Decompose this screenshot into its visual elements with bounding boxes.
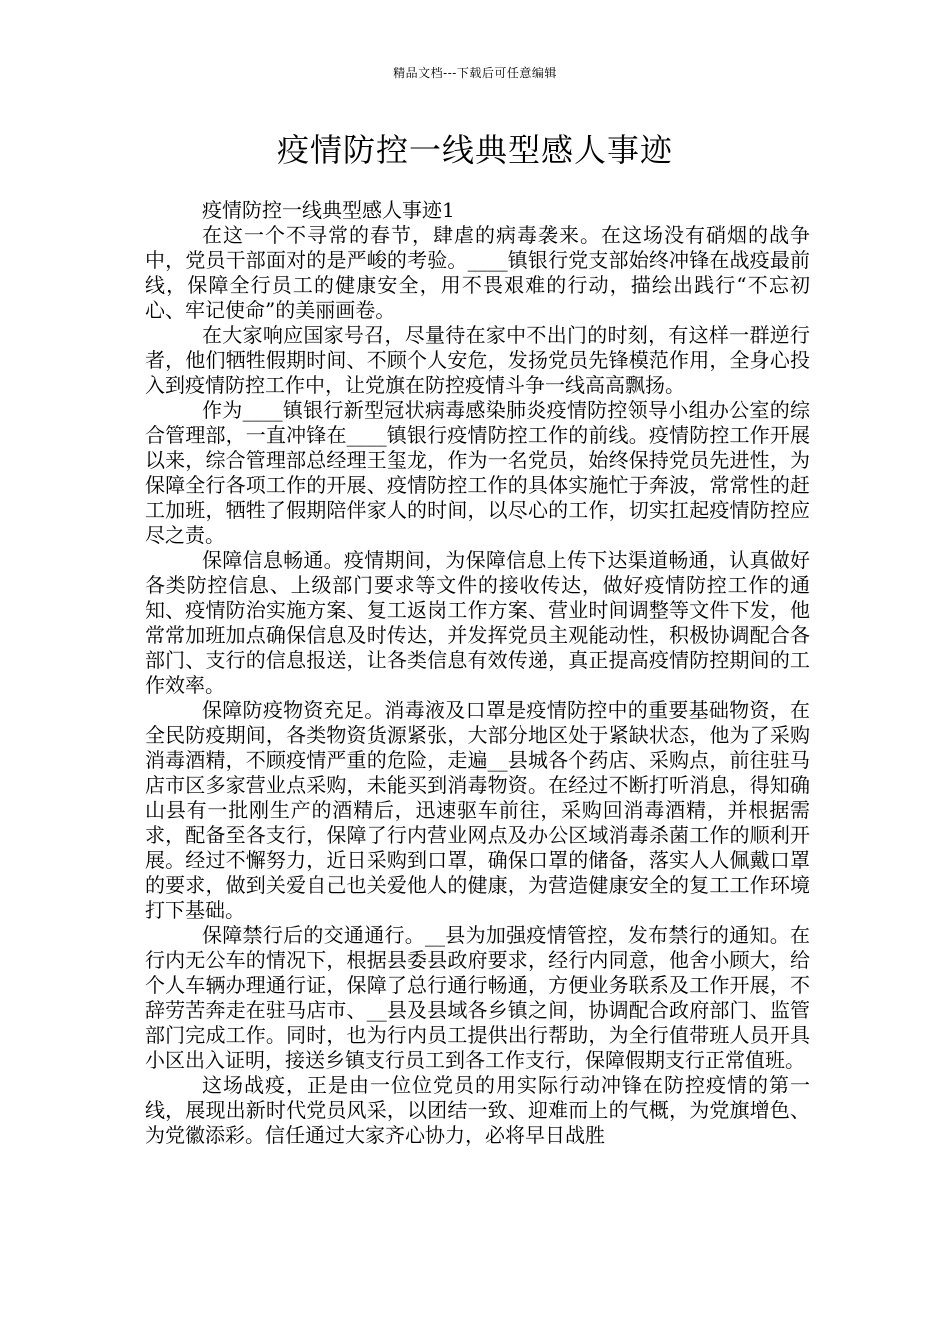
paragraph-7: 这场战疫，正是由一位位党员的用实际行动冲锋在防控疫情的第一线，展现出新时代党员风采，以团结一致、迎难而上的气概，为党旗增色、为党徽添彩。信任通过大家齐心协力，必将早日战胜	[145, 1073, 810, 1147]
paragraph-6: 保障禁行后的交通通行。__县为加强疫情管控，发布禁行的通知。在行内无公车的情况下，根据县委县政府要求，经行内同意，他舍小顾大，给个人车辆办理通行证，保障了总行通行畅通，方便业务联系及工作开展，不辞劳苦奔走在驻马店市、__县及县域各乡镇之间，协调配合政府部门、监管部门完成工作。同时，也为行内员工提供出行帮助，为全行值带班人员开具小区出入证明，接送乡镇支行员工到各工作支行，保障假期支行正常值班。	[145, 923, 810, 1072]
document-title: 疫情防控一线典型感人事迹	[276, 131, 673, 169]
document-subtitle: 疫情防控一线典型感人事迹1	[202, 198, 455, 222]
document-body	[145, 198, 810, 1148]
paragraph-5: 保障防疫物资充足。消毒液及口罩是疫情防控中的重要基础物资，在全民防疫期间，各类物资货源紧张，大部分地区处于紧缺状态，他为了采购消毒酒精，不顾疫情严重的危险，走遍__县城各个药店、采购点，前往驻马店市区多家营业点采购，未能买到消毒物资。在经过不断打听消息，得知确山县有一批刚生产的酒精后，迅速驱车前往，采购回消毒酒精，并根据需求，配备至各支行，保障了行内营业网点及办公区域消毒杀菌工作的顺利开展。经过不懈努力，近日采购到口罩，确保口罩的储备，落实人人佩戴口罩的要求，做到关爱自己也关爱他人的健康，为营造健康安全的复工工作环境打下基础。	[145, 698, 810, 922]
paragraph-2: 在大家响应国家号召，尽量待在家中不出门的时刻，有这样一群逆行者，他们牺牲假期时间、不顾个人安危，发扬党员先锋模范作用，全身心投入到疫情防控工作中，让党旗在防控疫情斗争一线高高飘扬。	[145, 323, 810, 397]
paragraph-3: 作为____镇银行新型冠状病毒感染肺炎疫情防控领导小组办公室的综合管理部，一直冲锋在____镇银行疫情防控工作的前线。疫情防控工作开展以来，综合管理部总经理王玺龙，作为一名党员，始终保持党员先进性，为保障全行各项工作的开展、疫情防控工作的具体实施忙于奔波，常常性的赶工加班，牺牲了假期陪伴家人的时间，以尽心的工作，切实扛起疫情防控应尽之责。	[145, 398, 810, 547]
paragraph-1: 在这一个不寻常的春节，肆虐的病毒袭来。在这场没有硝烟的战争中，党员干部面对的是严峻的考验。____镇银行党支部始终冲锋在战疫最前线，保障全行员工的健康安全，用不畏艰难的行动，描绘出践行“不忘初心、牢记使命”的美丽画卷。	[145, 223, 810, 322]
paragraph-4: 保障信息畅通。疫情期间，为保障信息上传下达渠道畅通，认真做好各类防控信息、上级部门要求等文件的接收传达，做好疫情防控工作的通知、疫情防治实施方案、复工返岗工作方案、营业时间调整等文件下发，他常常加班加点确保信息及时传达，并发挥党员主观能动性，积极协调配合各部门、支行的信息报送，让各类信息有效传递，真正提高疫情防控期间的工作效率。	[145, 548, 810, 697]
page-header-note: 精品文档---下载后可任意编辑	[393, 66, 557, 80]
